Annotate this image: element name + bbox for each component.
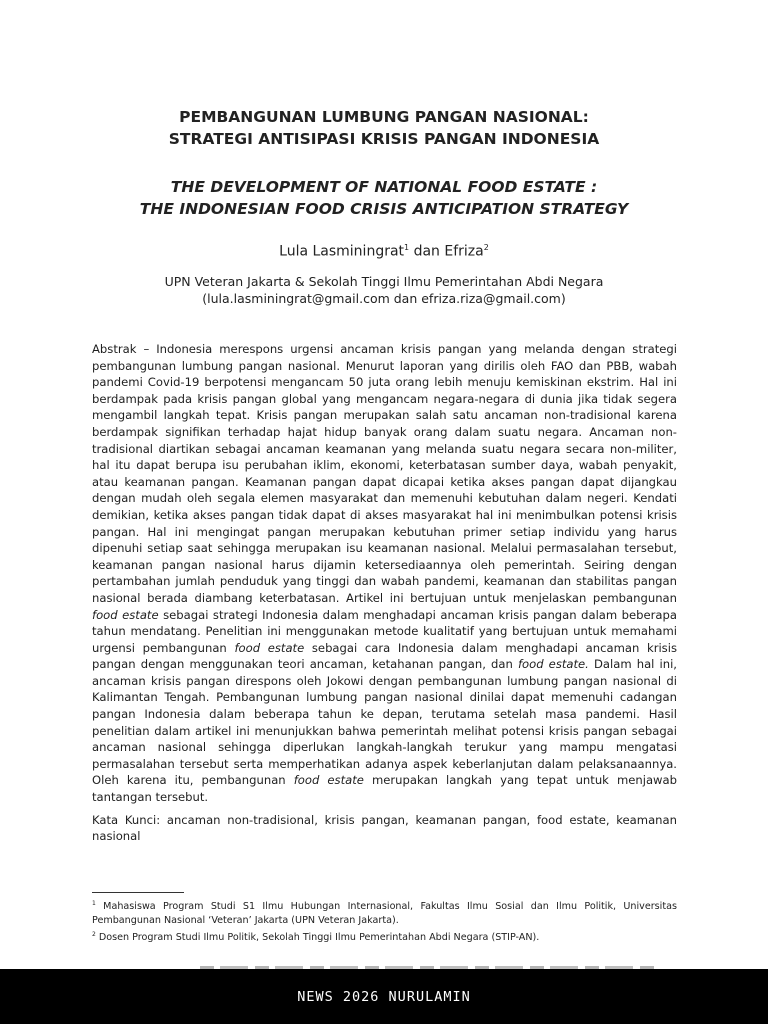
author-2: Efriza — [444, 243, 484, 260]
footnote-1-text: Mahasiswa Program Studi S1 Ilmu Hubungan Internasional, Fakultas Ilmu Sosial dan Ilmu Politik, Universitas Pembangunan Nasional ‘Veteran’ Jakarta (UPN Veteran Jakarta). — [92, 901, 677, 927]
abstract-section — [92, 341, 677, 845]
author-line — [0, 243, 768, 260]
title-english — [0, 176, 768, 220]
abstract-text — [92, 341, 677, 806]
food-estate-term: food estate. — [517, 657, 589, 672]
affiliation-emails: (lula.lasminingrat@gmail.com dan efriza.riza@gmail.com) — [202, 291, 566, 306]
abstract-part-2: sebagai strategi Indonesia dalam menghadapi ancaman krisis pangan dalam beberapa tahun mendatang. Penelitian ini menggunakan metode kualitatif yang bertujuan untuk memahami urgensi pembangunan — [92, 607, 677, 655]
title-id-line2: STRATEGI ANTISIPASI KRISIS PANGAN INDONESIA — [168, 130, 600, 148]
food-estate-term: food estate — [92, 607, 159, 622]
footnote-1-mark: 1 — [92, 900, 96, 907]
footnote-2-text: Dosen Program Studi Ilmu Politik, Sekolah Tinggi Ilmu Pemerintahan Abdi Negara (STIP-AN). — [98, 932, 540, 944]
affiliation-institutions: UPN Veteran Jakarta & Sekolah Tinggi Ilmu Pemerintahan Abdi Negara — [164, 274, 604, 289]
title-indonesian — [0, 106, 768, 150]
footnote-2-mark: 2 — [92, 931, 96, 939]
footnote-2 — [92, 928, 677, 945]
keywords: Kata Kunci: ancaman non-tradisional, krisis pangan, keamanan pangan, food estate, keamanan nasional — [92, 812, 677, 844]
title-id-line1: PEMBANGUNAN LUMBUNG PANGAN NASIONAL: — [179, 108, 589, 126]
watermark-text: NEWS 2026 NURULAMIN — [297, 989, 471, 1005]
footnote-1 — [92, 897, 677, 928]
abstract-part-1: Abstrak – Indonesia merespons urgensi ancaman krisis pangan yang melanda dengan strategi pembangunan lumbung pangan nasional. Menurut laporan yang dirilis oleh FAO dan PBB, wabah pandemi Covid-19 berpotensi mengancam 50 juta orang lebih menuju kemiskinan ekstrim. Hal ini berdampak pada krisis pangan global yang mengancam negara-negara di dunia jika tidak segera mengambil langkah tepat. Krisis pangan merupakan salah satu ancaman non-tradisional karena berdampak signifikan terhadap hajat hidup banyak orang dalam suatu negara. Ancaman non-tradisional diartikan sebagai ancaman keamanan yang melanda suatu negara secara non-militer, hal itu dapat berupa isu perubahan iklim, ekonomi, keterbatasan sumber daya, wabah penyakit, atau keamanan pangan. Keamanan pangan dapat dicapai ketika akses pangan dapat dijangkau dengan mudah oleh segala elemen masyarakat dan memenuhi kebutuhan dalam negeri. Kendati demikian, ketika akses pangan tidak dapat di akses masyarakat hal ini menimbulkan potensi krisis pangan. Hal ini mengingat pangan merupakan kebutuhan primer setiap individu yang harus dipenuhi setiap saat sehingga merupakan isu keamanan nasional. Melalui permasalahan tersebut, keamanan pangan nasional harus dijamin ketersediaannya oleh pemerintah. Seiring dengan pertambahan jumlah penduduk yang tinggi dan wabah pandemi, keamanan dan stabilitas pangan nasional berada diambang keterbatasan. Artikel ini bertujuan untuk menjelaskan pembangunan — [92, 342, 677, 605]
author-1-footnote-mark: 1 — [404, 243, 410, 252]
abstract-part-5: merupakan langkah yang tepat untuk menjawab tantangan tersebut. — [92, 773, 677, 805]
abstract-part-4: Dalam hal ini, ancaman krisis pangan direspons oleh Jokowi dengan pembangunan lumbung pangan nasional di Kalimantan Tengah. Pembangunan lumbung pangan nasional dinilai dapat memenuhi cadangan pangan Indonesia dalam beberapa tahun ke depan, terutama setelah masa pandemi. Hasil penelitian dalam artikel ini menunjukkan bahwa pemerintah melihat potensi krisis pangan sebagai ancaman nasional sehingga diperlukan langkah-langkah terukur yang mampu mengatasi permasalahan tersebut serta memperhatikan adanya aspek keberlanjutan dalam pelaksanaannya. Oleh karena itu, pembangunan — [92, 657, 677, 788]
food-estate-term: food estate — [293, 773, 364, 788]
affiliation — [0, 273, 768, 307]
abstract-part-3: sebagai cara Indonesia dalam menghadapi ancaman krisis pangan dengan menggunakan teori ancaman, ketahanan pangan, dan — [92, 640, 677, 672]
footnotes — [92, 897, 677, 945]
author-1: Lula Lasminingrat — [279, 243, 405, 260]
footnote-divider — [92, 892, 184, 893]
author-conjunction: dan — [409, 243, 445, 260]
title-en-line1: THE DEVELOPMENT OF NATIONAL FOOD ESTATE : — [170, 178, 598, 196]
food-estate-term: food estate — [234, 640, 305, 655]
author-2-footnote-mark: 2 — [483, 243, 489, 252]
title-en-line2: THE INDONESIAN FOOD CRISIS ANTICIPATION STRATEGY — [139, 200, 629, 218]
